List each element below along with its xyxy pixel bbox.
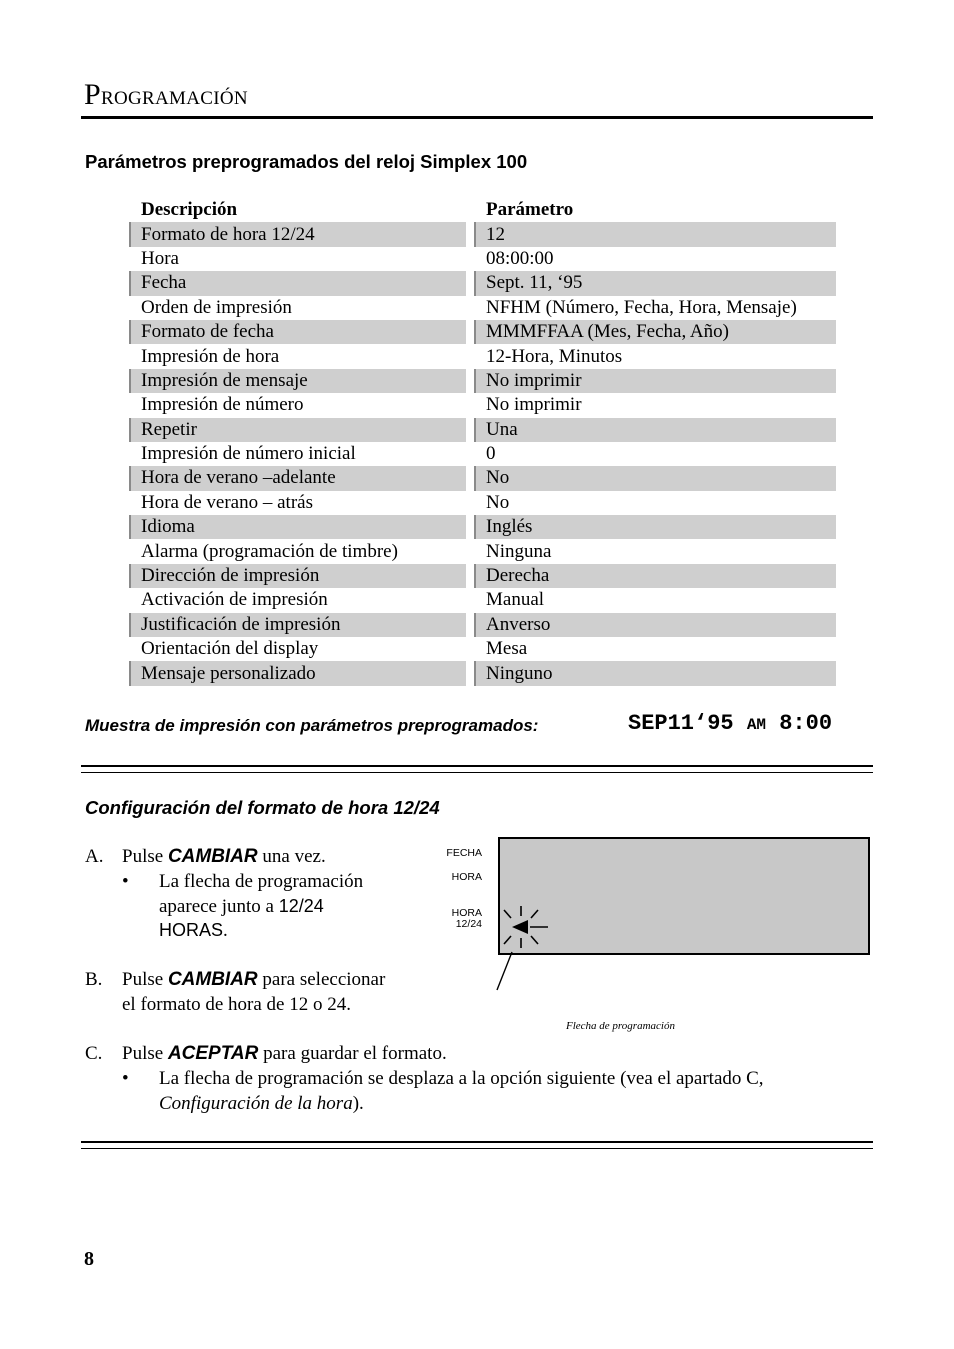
param-value: No (474, 466, 836, 490)
param-description: Alarma (programación de timbre) (141, 540, 398, 562)
table-row (129, 491, 836, 515)
step-c-sub: La flecha de programación se desplaza a la opción siguiente (vea el apartado C, Configuración de la hora). (159, 1068, 764, 1114)
param-description: Hora de verano – atrás (141, 491, 313, 513)
table-row (129, 466, 836, 490)
param-description: Mensaje personalizado (129, 661, 466, 685)
page-title-rest: ROGRAMACIÓN (101, 88, 248, 109)
param-value: No imprimir (474, 369, 836, 393)
display-label-hora: HORA (451, 871, 482, 883)
section-divider (81, 765, 873, 773)
param-description: Formato de hora 12/24 (129, 222, 466, 246)
param-description: Idioma (129, 515, 466, 539)
param-value: Anverso (474, 613, 836, 637)
page-title (84, 78, 248, 112)
param-value: 12 (474, 222, 836, 246)
param-value: Una (474, 418, 836, 442)
step-a-letter: A. (85, 846, 104, 867)
table-row (129, 637, 836, 661)
params-table-body (129, 222, 836, 685)
step-b-letter: B. (85, 969, 103, 990)
step-a-sub-line2: aparece junto a 12/24 (159, 896, 324, 917)
param-value: Ninguno (474, 661, 836, 685)
param-description: Activación de impresión (141, 589, 328, 611)
param-description: Justificación de impresión (129, 613, 466, 637)
table-row (129, 442, 836, 466)
table-row (129, 222, 836, 246)
table-row (129, 369, 836, 393)
sample-value-am: AM (746, 716, 767, 734)
page-title-initial: P (84, 78, 101, 111)
step-b-line2: el formato de hora de 12 o 24. (122, 994, 351, 1015)
table-row (129, 247, 836, 271)
param-description: Impresión de número (141, 394, 304, 416)
param-description: Impresión de hora (141, 345, 280, 367)
arrow-caption: Flecha de programación (566, 1020, 675, 1032)
table-row (129, 393, 836, 417)
step-c-letter: C. (85, 1043, 103, 1064)
table-row (129, 515, 836, 539)
sample-print-value (628, 711, 832, 736)
section-heading-params: Parámetros preprogramados del reloj Simplex 100 (85, 151, 528, 172)
key-cambiar: CAMBIAR (167, 846, 258, 867)
key-aceptar: ACEPTAR (167, 1043, 259, 1064)
param-description: Formato de fecha (129, 320, 466, 344)
table-row (129, 613, 836, 637)
table-row (129, 271, 836, 295)
table-row (129, 564, 836, 588)
table-row (129, 296, 836, 320)
param-value: Ninguna (486, 540, 552, 562)
param-value: NFHM (Número, Fecha, Hora, Mensaje) (486, 296, 797, 318)
param-value: Derecha (474, 564, 836, 588)
sample-value-time: 8:00 (766, 711, 833, 736)
col-header-description: Descripción (141, 199, 238, 221)
table-row (129, 661, 836, 685)
param-description: Dirección de impresión (129, 564, 466, 588)
param-description: Hora de verano –adelante (129, 466, 466, 490)
param-value: Sept. 11, ‘95 (474, 271, 836, 295)
sample-value-date: SEP11‘95 (628, 711, 747, 736)
key-cambiar: CAMBIAR (167, 969, 258, 990)
col-header-parameter: Parámetro (486, 199, 574, 221)
step-a-sub-line3: HORAS. (159, 920, 228, 941)
section-end-divider (81, 1141, 873, 1149)
step-a-bullet: • (122, 871, 129, 892)
param-description: Impresión de número inicial (141, 443, 356, 465)
param-value: MMMFFAA (Mes, Fecha, Año) (474, 320, 836, 344)
param-description: Hora (141, 247, 179, 269)
page-number: 8 (84, 1248, 94, 1270)
table-row (129, 539, 836, 563)
param-value: 08:00:00 (486, 247, 554, 269)
programming-arrow-icon (490, 900, 560, 995)
param-description: Orden de impresión (141, 296, 292, 318)
param-value: 0 (486, 443, 496, 465)
table-header-row (129, 198, 836, 222)
step-c-sub-italic: Configuración de la hora (159, 1093, 353, 1114)
param-value: 12-Hora, Minutos (486, 345, 623, 367)
param-value: Mesa (486, 638, 528, 660)
param-value: Manual (486, 589, 545, 611)
param-description: Impresión de mensaje (129, 369, 466, 393)
param-description: Orientación del display (141, 638, 319, 660)
table-row (129, 588, 836, 612)
param-description: Repetir (129, 418, 466, 442)
param-value: No imprimir (486, 394, 582, 416)
header-rule (81, 116, 873, 119)
step-a-sub-line1: La flecha de programación (159, 871, 364, 892)
step-a-text: Pulse CAMBIAR una vez. (122, 846, 326, 867)
step-c-text: Pulse ACEPTAR para guardar el formato. (122, 1043, 447, 1064)
sample-print-label: Muestra de impresión con parámetros preprogramados: (85, 716, 539, 735)
table-row (129, 320, 836, 344)
step-c-bullet: • (122, 1068, 129, 1089)
display-label-fecha: FECHA (446, 847, 482, 859)
display-label-hora-1224: HORA 12/24 (451, 907, 482, 930)
step-b-text: Pulse CAMBIAR para seleccionar (122, 969, 386, 990)
table-row (129, 344, 836, 368)
section-heading-format: Configuración del formato de hora 12/24 (85, 797, 440, 818)
param-description: Fecha (129, 271, 466, 295)
param-value: No (486, 491, 510, 513)
param-value: Inglés (474, 515, 836, 539)
table-row (129, 418, 836, 442)
params-table (129, 198, 836, 686)
